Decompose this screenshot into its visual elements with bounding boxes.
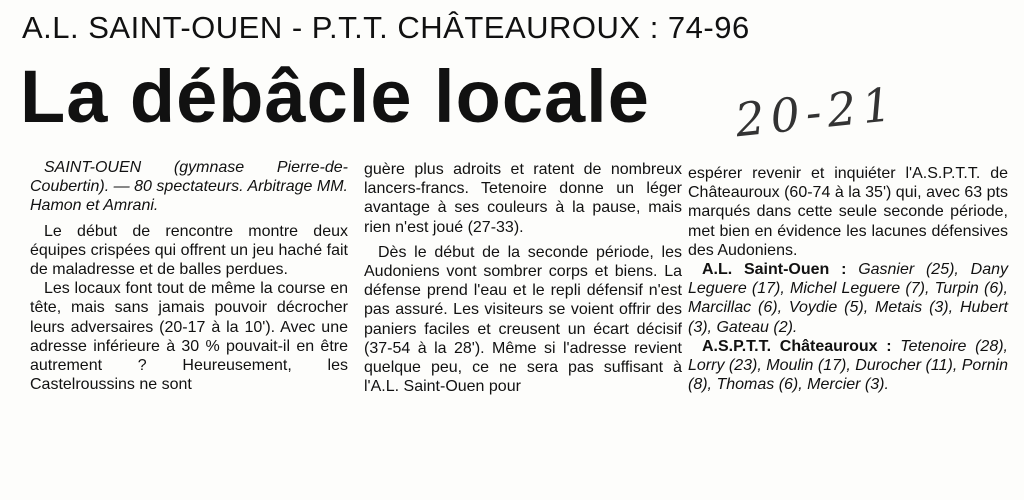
article-dateline: SAINT-OUEN (gymnase Pierre-de-Coubertin). — 80 spectateurs. Arbitrage MM. Hamon et Amrani.: [30, 159, 348, 215]
article-paragraph: Le début de rencontre montre deux équipes crispées qui offrent un jeu haché fait de maladresse et de balles perdues.: [30, 222, 348, 279]
team-name: A.S.P.T.T. Châteauroux :: [702, 337, 892, 355]
team-name: A.L. Saint-Ouen :: [702, 261, 847, 279]
team-players: Gasnier (25), Dany Leguere (17), Michel Leguere (7), Turpin (6), Marcillac (6), Voydie (5), Metais (3), Hubert (3), Gateau (2).: [688, 261, 1008, 336]
article-column-1: [30, 158, 348, 394]
article-column-3: [688, 164, 1008, 394]
article-column-2: [364, 160, 682, 396]
article-paragraph: Dès le début de la seconde période, les Audoniens vont sombrer corps et biens. La défense prend l'eau et le repli défensif n'est pas assuré. Les visiteurs se voient offrir des paniers faciles et creusent un écart décisif (37-54 à la 28'). Même si l'adresse revient quelque peu, ce ne sera pas suffisant à l'A.L. Saint-Ouen pour: [364, 243, 682, 396]
team-players: Tetenoire (28), Lorry (23), Moulin (17), Durocher (11), Pornin (8), Thomas (6), Mercier (3).: [688, 337, 1008, 394]
article-paragraph: guère plus adroits et ratent de nombreux lancers-francs. Tetenoire donne un léger avantage à ses couleurs à la pause, mais rien n'est joué (27-33).: [364, 161, 682, 236]
article-paragraph: Les locaux font tout de même la course en tête, mais sans jamais pouvoir décrocher leurs adversaires (20-17 à la 10'). Avec une adresse inférieure à 30 % pouvait-il en être autrement ? Heureusement, les Castelroussins ne sont: [30, 280, 348, 394]
article-headline: La débâcle locale: [20, 55, 650, 138]
article-paragraph: espérer revenir et inquiéter l'A.S.P.T.T. de Châteauroux (60-74 à la 35') qui, avec 63 pts marqués dans cette seule seconde période, met bien en évidence les lacunes défensives des Audoniens.: [688, 165, 1008, 259]
team-lineup: [688, 260, 1008, 337]
handwritten-note: 20-21: [732, 76, 900, 148]
article-kicker: A.L. SAINT-OUEN - P.T.T. CHÂTEAUROUX : 74-96: [22, 10, 750, 45]
team-lineup: [688, 337, 1008, 395]
